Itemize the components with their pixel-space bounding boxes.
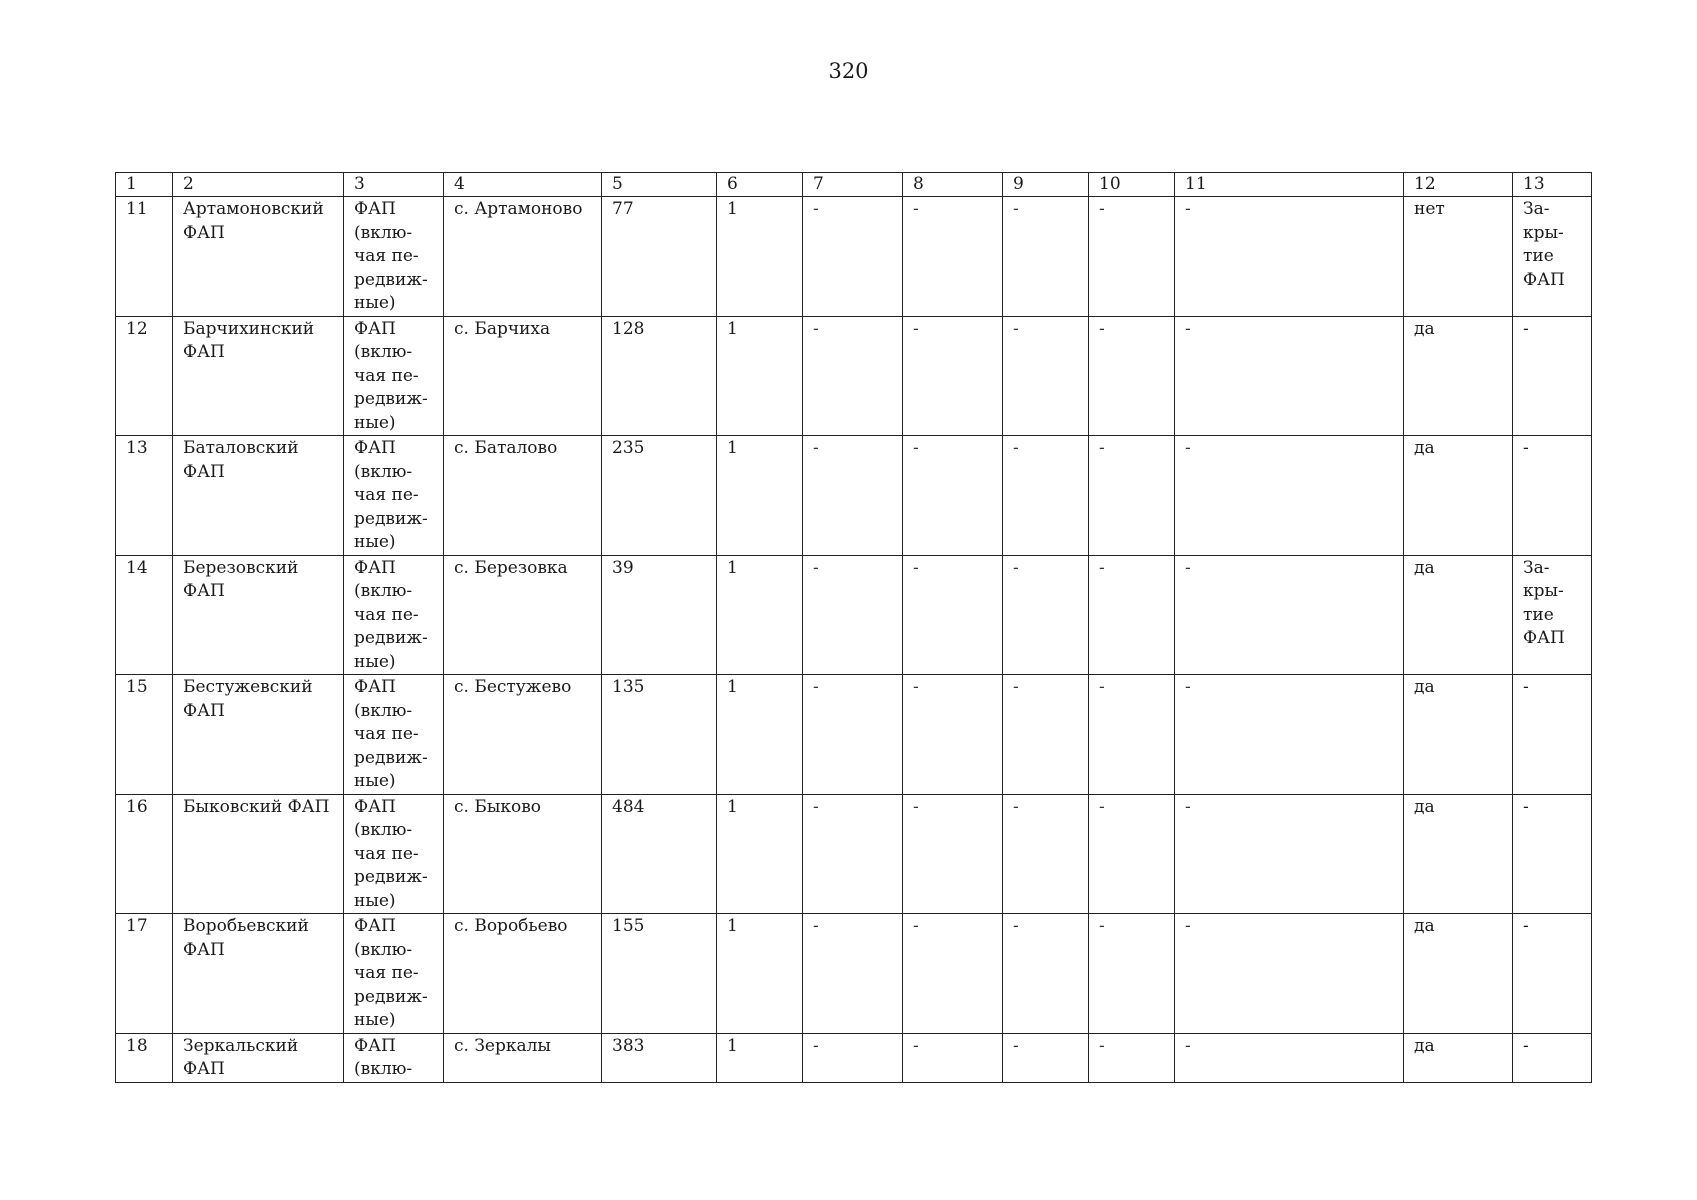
cell-col5: 484 xyxy=(602,794,717,914)
cell-col6: 1 xyxy=(717,914,803,1034)
cell-col13: - xyxy=(1513,794,1592,914)
cell-col11: - xyxy=(1175,675,1404,795)
cell-col12: нет xyxy=(1404,197,1513,317)
cell-name: Зеркальский ФАП xyxy=(173,1033,344,1082)
cell-number: 14 xyxy=(116,555,173,675)
header-cell: 8 xyxy=(903,173,1003,197)
cell-col10: - xyxy=(1089,316,1175,436)
cell-col9: - xyxy=(1003,914,1089,1034)
cell-col9: - xyxy=(1003,555,1089,675)
table-row xyxy=(116,436,1592,556)
cell-name: Воробьевский ФАП xyxy=(173,914,344,1034)
cell-col10: - xyxy=(1089,794,1175,914)
cell-col12: да xyxy=(1404,316,1513,436)
cell-col9: - xyxy=(1003,316,1089,436)
cell-col12: да xyxy=(1404,914,1513,1034)
cell-col8: - xyxy=(903,555,1003,675)
cell-type: ФАП (вклю- чая пе- редвиж- ные) xyxy=(344,197,444,317)
header-cell: 13 xyxy=(1513,173,1592,197)
cell-col10: - xyxy=(1089,914,1175,1034)
cell-col5: 135 xyxy=(602,675,717,795)
cell-number: 16 xyxy=(116,794,173,914)
cell-col12: да xyxy=(1404,794,1513,914)
cell-name: Быковский ФАП xyxy=(173,794,344,914)
cell-place: с. Зеркалы xyxy=(444,1033,602,1082)
cell-col5: 383 xyxy=(602,1033,717,1082)
cell-col10: - xyxy=(1089,1033,1175,1082)
cell-name: Баталовский ФАП xyxy=(173,436,344,556)
cell-type: ФАП (вклю- чая пе- редвиж- ные) xyxy=(344,914,444,1034)
header-cell: 2 xyxy=(173,173,344,197)
cell-name: Бестужевский ФАП xyxy=(173,675,344,795)
cell-type: ФАП (вклю- чая пе- редвиж- ные) xyxy=(344,675,444,795)
cell-col5: 77 xyxy=(602,197,717,317)
cell-col7: - xyxy=(803,794,903,914)
page-number: 320 xyxy=(828,59,869,83)
cell-col12: да xyxy=(1404,555,1513,675)
table-body xyxy=(116,173,1592,1083)
cell-col11: - xyxy=(1175,197,1404,317)
cell-col8: - xyxy=(903,675,1003,795)
header-cell: 1 xyxy=(116,173,173,197)
cell-col5: 155 xyxy=(602,914,717,1034)
cell-type: ФАП (вклю- чая пе- редвиж- ные) xyxy=(344,436,444,556)
cell-col6: 1 xyxy=(717,436,803,556)
cell-col7: - xyxy=(803,1033,903,1082)
cell-col8: - xyxy=(903,436,1003,556)
cell-place: с. Воробьево xyxy=(444,914,602,1034)
cell-place: с. Барчиха xyxy=(444,316,602,436)
cell-col13: - xyxy=(1513,1033,1592,1082)
cell-col8: - xyxy=(903,1033,1003,1082)
cell-type: ФАП (вклю- чая пе- редвиж- ные) xyxy=(344,316,444,436)
cell-col7: - xyxy=(803,316,903,436)
cell-col10: - xyxy=(1089,675,1175,795)
cell-place: с. Быково xyxy=(444,794,602,914)
header-cell: 11 xyxy=(1175,173,1404,197)
header-cell: 4 xyxy=(444,173,602,197)
cell-col11: - xyxy=(1175,555,1404,675)
cell-col13: За- кры- тие ФАП xyxy=(1513,197,1592,317)
cell-col8: - xyxy=(903,197,1003,317)
cell-col7: - xyxy=(803,436,903,556)
table-header-row xyxy=(116,173,1592,197)
cell-col6: 1 xyxy=(717,197,803,317)
cell-col8: - xyxy=(903,914,1003,1034)
table-row xyxy=(116,675,1592,795)
cell-place: с. Бестужево xyxy=(444,675,602,795)
cell-place: с. Березовка xyxy=(444,555,602,675)
cell-col6: 1 xyxy=(717,794,803,914)
cell-number: 13 xyxy=(116,436,173,556)
cell-place: с. Баталово xyxy=(444,436,602,556)
cell-col11: - xyxy=(1175,1033,1404,1082)
header-cell: 12 xyxy=(1404,173,1513,197)
cell-col9: - xyxy=(1003,675,1089,795)
cell-number: 12 xyxy=(116,316,173,436)
cell-col6: 1 xyxy=(717,316,803,436)
cell-col11: - xyxy=(1175,794,1404,914)
table-row xyxy=(116,1033,1592,1082)
cell-col5: 235 xyxy=(602,436,717,556)
cell-col13: - xyxy=(1513,316,1592,436)
cell-col13: - xyxy=(1513,436,1592,556)
header-cell: 3 xyxy=(344,173,444,197)
table-row xyxy=(116,914,1592,1034)
header-cell: 10 xyxy=(1089,173,1175,197)
table-row xyxy=(116,197,1592,317)
header-cell: 9 xyxy=(1003,173,1089,197)
cell-col5: 39 xyxy=(602,555,717,675)
cell-col12: да xyxy=(1404,436,1513,556)
cell-place: с. Артамоново xyxy=(444,197,602,317)
cell-number: 18 xyxy=(116,1033,173,1082)
data-table xyxy=(115,172,1592,1083)
cell-col7: - xyxy=(803,555,903,675)
cell-number: 15 xyxy=(116,675,173,795)
cell-name: Березовский ФАП xyxy=(173,555,344,675)
cell-number: 11 xyxy=(116,197,173,317)
cell-col10: - xyxy=(1089,436,1175,556)
cell-type: ФАП (вклю- xyxy=(344,1033,444,1082)
table-row xyxy=(116,316,1592,436)
cell-col10: - xyxy=(1089,197,1175,317)
header-cell: 5 xyxy=(602,173,717,197)
cell-col7: - xyxy=(803,675,903,795)
cell-col11: - xyxy=(1175,914,1404,1034)
cell-col12: да xyxy=(1404,675,1513,795)
table-row xyxy=(116,555,1592,675)
cell-col7: - xyxy=(803,197,903,317)
cell-col6: 1 xyxy=(717,675,803,795)
cell-col13: - xyxy=(1513,675,1592,795)
cell-col9: - xyxy=(1003,436,1089,556)
cell-type: ФАП (вклю- чая пе- редвиж- ные) xyxy=(344,794,444,914)
cell-col13: - xyxy=(1513,914,1592,1034)
cell-col11: - xyxy=(1175,316,1404,436)
cell-type: ФАП (вклю- чая пе- редвиж- ные) xyxy=(344,555,444,675)
cell-col8: - xyxy=(903,316,1003,436)
cell-col7: - xyxy=(803,914,903,1034)
cell-col6: 1 xyxy=(717,1033,803,1082)
cell-col9: - xyxy=(1003,197,1089,317)
cell-name: Барчихинский ФАП xyxy=(173,316,344,436)
cell-name: Артамоновский ФАП xyxy=(173,197,344,317)
cell-col6: 1 xyxy=(717,555,803,675)
cell-col12: да xyxy=(1404,1033,1513,1082)
cell-col13: За- кры- тие ФАП xyxy=(1513,555,1592,675)
cell-col9: - xyxy=(1003,1033,1089,1082)
cell-col9: - xyxy=(1003,794,1089,914)
cell-col8: - xyxy=(903,794,1003,914)
cell-col5: 128 xyxy=(602,316,717,436)
cell-col10: - xyxy=(1089,555,1175,675)
header-cell: 7 xyxy=(803,173,903,197)
cell-col11: - xyxy=(1175,436,1404,556)
table-row xyxy=(116,794,1592,914)
cell-number: 17 xyxy=(116,914,173,1034)
header-cell: 6 xyxy=(717,173,803,197)
